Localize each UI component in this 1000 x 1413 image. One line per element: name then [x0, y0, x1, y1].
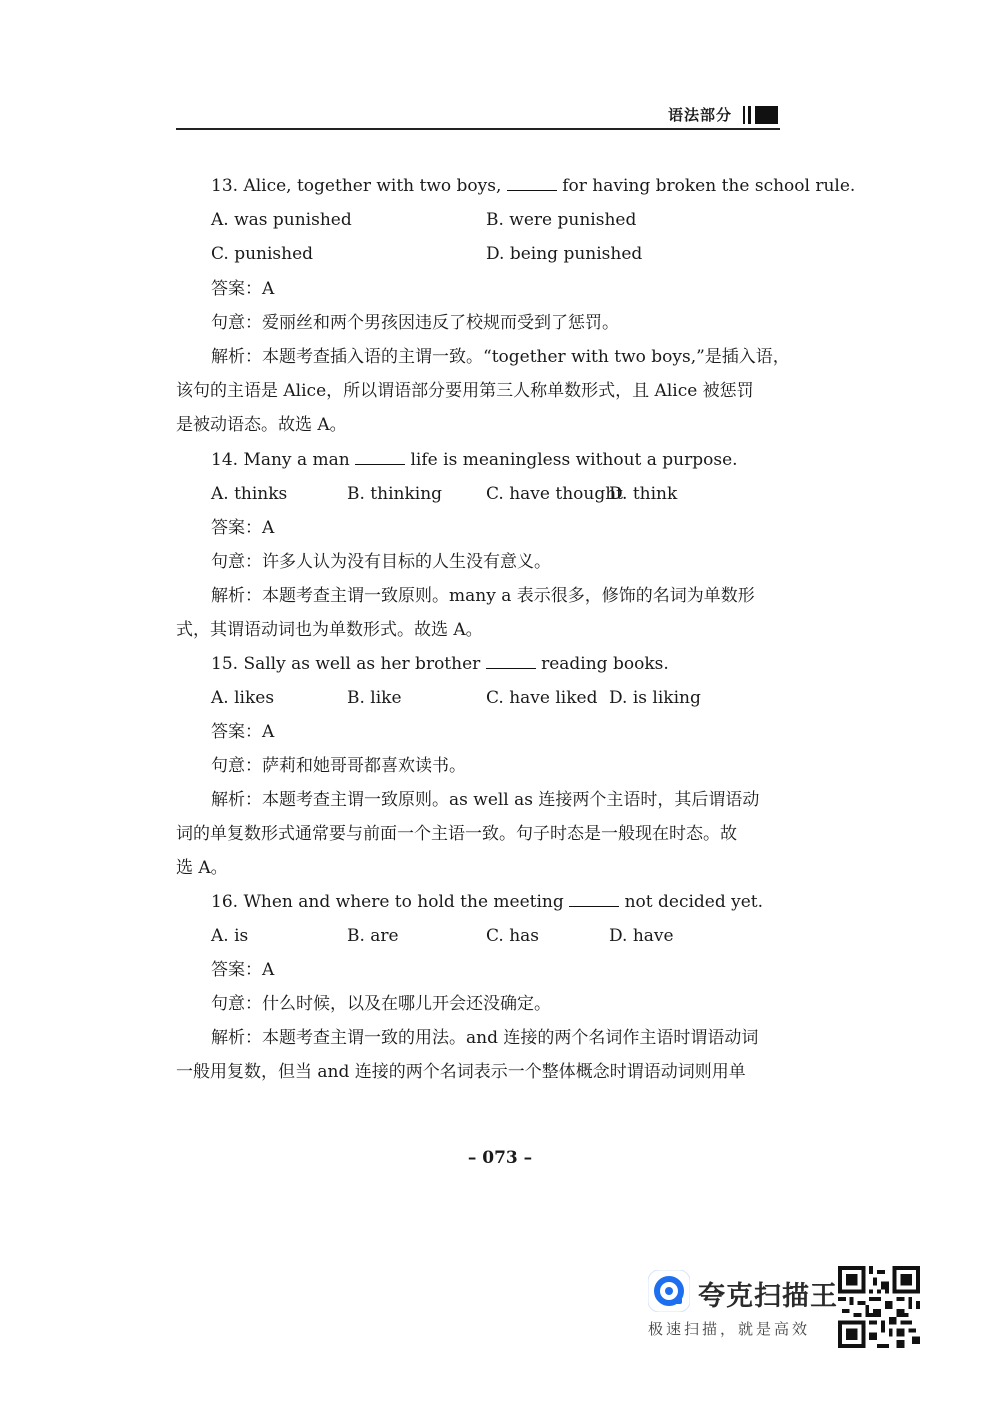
q15-option-b: B. like: [347, 688, 402, 708]
question-16-stem-tail: not decided yet.: [624, 892, 764, 912]
qr-code-icon: [838, 1266, 920, 1348]
question-15-stem-tail: reading books.: [541, 654, 669, 674]
answer-blank: [569, 892, 619, 907]
q14-analysis-line-1: 解析：本题考查主谓一致原则。many a 表示很多，修饰的名词为单数形: [211, 586, 755, 606]
q13-analysis-line-1: 解析：本题考查插入语的主谓一致。“together with two boys,”是插入语，: [211, 347, 790, 367]
q15-meaning: 句意：萨莉和她哥哥都喜欢读书。: [211, 756, 466, 776]
question-16: [211, 892, 817, 912]
question-16-stem: 16. When and where to hold the meeting: [211, 892, 564, 912]
q16-option-b: B. are: [347, 926, 399, 946]
q15-option-a: A. likes: [211, 688, 275, 708]
question-15: [211, 654, 817, 674]
watermark-slogan: 极速扫描，就是高效: [648, 1320, 811, 1338]
answer-blank: [507, 176, 557, 191]
quark-logo-icon: [648, 1270, 690, 1312]
q16-answer: 答案：A: [211, 960, 275, 980]
header-decoration: [743, 106, 783, 124]
q13-option-b: B. were punished: [486, 210, 637, 230]
q13-option-a: A. was punished: [211, 210, 352, 230]
question-14-stem: 14. Many a man: [211, 450, 350, 470]
q13-option-d: D. being punished: [486, 244, 643, 264]
running-header-title: 语法部分: [668, 106, 733, 124]
q14-option-c: C. have thought: [486, 484, 623, 504]
q14-meaning: 句意：许多人认为没有目标的人生没有意义。: [211, 552, 551, 572]
question-14-stem-tail: life is meaningless without a purpose.: [410, 450, 738, 470]
q16-option-d: D. have: [609, 926, 674, 946]
q16-meaning: 句意：什么时候，以及在哪儿开会还没确定。: [211, 994, 551, 1014]
q15-answer: 答案：A: [211, 722, 275, 742]
q15-option-d: D. is liking: [609, 688, 701, 708]
question-15-stem: 15. Sally as well as her brother: [211, 654, 481, 674]
page-number: – 073 –: [467, 1148, 533, 1168]
q14-option-b: B. thinking: [347, 484, 443, 504]
q13-analysis-line-3: 是被动语态。故选 A。: [176, 415, 347, 435]
q16-analysis-line-2: 一般用复数，但当 and 连接的两个名词表示一个整体概念时谓语动词则用单: [176, 1062, 746, 1082]
question-13-stem-tail: for having broken the school rule.: [562, 176, 856, 196]
answer-blank: [486, 654, 536, 669]
q15-option-c: C. have liked: [486, 688, 598, 708]
q16-option-c: C. has: [486, 926, 540, 946]
q13-analysis-line-2: 该句的主语是 Alice，所以谓语部分要用第三人称单数形式，且 Alice 被惩罚: [176, 381, 754, 401]
question-13-stem: 13. Alice, together with two boys,: [211, 176, 502, 196]
q15-analysis-line-1: 解析：本题考查主谓一致原则。as well as 连接两个主语时，其后谓语动: [211, 790, 760, 810]
question-13: [211, 176, 856, 196]
header-rule: [176, 128, 780, 130]
q14-analysis-line-2: 式，其谓语动词也为单数形式。故选 A。: [176, 620, 483, 640]
q13-option-c: C. punished: [211, 244, 314, 264]
q15-analysis-line-2: 词的单复数形式通常要与前面一个主语一致。句子时态是一般现在时态。故: [176, 824, 737, 844]
q13-answer: 答案：A: [211, 279, 275, 299]
q14-option-d: D. think: [609, 484, 678, 504]
watermark-title: 夸克扫描王: [698, 1281, 838, 1312]
answer-blank: [355, 450, 405, 465]
q14-option-a: A. thinks: [211, 484, 288, 504]
q16-option-a: A. is: [211, 926, 249, 946]
q15-analysis-line-3: 选 A。: [176, 858, 228, 878]
question-14: [211, 450, 817, 470]
q14-answer: 答案：A: [211, 518, 275, 538]
q16-analysis-line-1: 解析：本题考查主谓一致的用法。and 连接的两个名词作主语时谓语动词: [211, 1028, 759, 1048]
q13-meaning: 句意：爱丽丝和两个男孩因违反了校规而受到了惩罚。: [211, 313, 619, 333]
